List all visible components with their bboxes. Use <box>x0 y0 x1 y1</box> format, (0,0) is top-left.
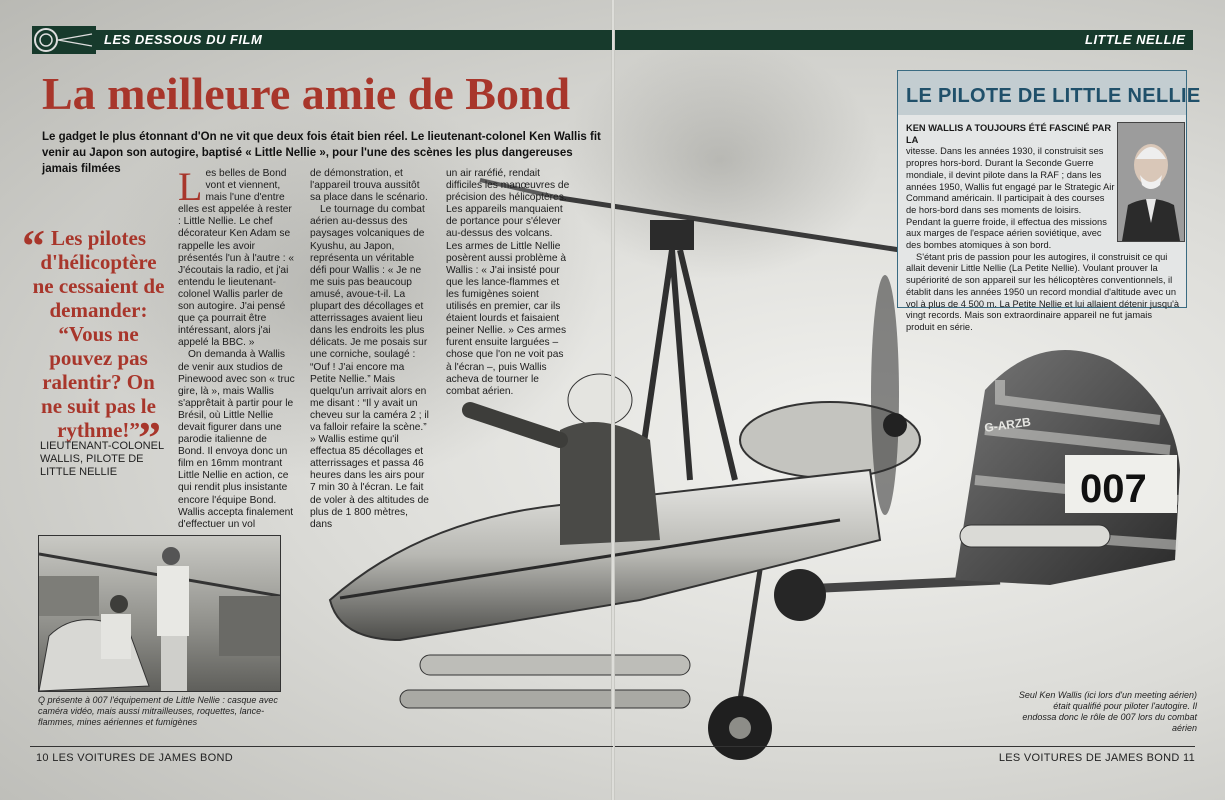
page-gutter <box>611 0 615 800</box>
footer-rule <box>30 746 613 747</box>
pilot-body <box>560 422 660 545</box>
column-paragraph: es belles de Bond vont et viennent, mais l'une d'entre elles est appelée à rester : Little Nellie. Le chef décorateur Ken Adam se rappelle les avoir présentés l'un à l'autre : « J'écoutais la radio, et j'ai entendu le lieutenant-colonel Wallis parler de son autogire. J'ai pensé que ça pourrait être intéressant, alors j'ai appelé la BBC. » <box>178 168 295 349</box>
landing-wheel <box>774 569 826 621</box>
gun-barrel-logo-icon <box>32 26 96 54</box>
rocket-pod <box>960 525 1110 547</box>
sidebar-paragraph: S'étant pris de passion pour les autogires, il construisit ce qui allait devenir Little Nellie (La Petite Nellie). Voulant prouver la supériorité de son appareil sur les hélicoptères conventionnels, il établit dans les années 1950 un record mondial d'altitude avec un vol à plus de 4 500 m. La Petite Nellie et lui allaient détenir jusqu'à vingt records. Mais son extraordinaire appareil ne fut jamais produit en série. <box>906 251 1180 332</box>
rocket-pod <box>420 655 690 675</box>
topic-label: LITTLE NELLIE <box>1085 32 1186 47</box>
article-column-1 <box>178 164 296 531</box>
section-label: LES DESSOUS DU FILM <box>104 32 263 47</box>
close-quote-mark: ” <box>138 412 161 463</box>
sidebar-paragraph: vitesse. Dans les années 1930, il construisit ses propres hors-bord. Durant la Seconde Guerre mondiale, il devint pilote dans la RAF ; dans les années 1950, Wallis fut engagé par le Strategic Air Command américain. Il participait à des courses de hors-bord dans ses moments de loisirs. Pendant la guerre froide, il effectua des missions aux marges de l'espace aérien soviétique, avec des bombes atomiques à son bord. <box>906 146 1115 251</box>
drop-cap: L <box>178 164 203 209</box>
pull-quote-text: Les pilotes d'hélicoptère ne cessaient de demander: “Vous ne pouvez pas ralentir? On ne suit pas le rythme!” <box>32 226 165 442</box>
photo-caption-left: Q présente à 007 l'équipement de Little Nellie : casque avec caméra vidéo, mais aussi mitrailleuses, roquettes, lance-flammes, mines aériennes et fumigènes <box>38 695 278 727</box>
smoke-cloud <box>560 40 880 280</box>
footer-rule <box>615 746 1195 747</box>
pull-quote-attribution: LIEUTENANT-COLONEL WALLIS, PILOTE DE LITTLE NELLIE <box>40 440 164 478</box>
wheel-hub <box>729 717 751 739</box>
article-column-3 <box>446 168 570 398</box>
article-column-2 <box>310 168 432 531</box>
propeller-hub <box>883 413 907 437</box>
sidebar-body <box>906 123 1180 334</box>
column-paragraph: de démonstration, et l'appareil trouva aussitôt sa place dans le scénario. <box>310 168 428 204</box>
column-paragraph: Le tournage du combat aérien au-dessus des paysages volcaniques de Kyushu, au Japon, représenta un véritable défi pour Wallis : « Je ne me suis pas beaucoup amusé, avoue-t-il. La plupart des décollages et atterrissages avaient lieu dans les endroits les plus délicats. Je me posais sur une corniche, soulagé : “Ouf ! J'ai encore ma Petite Nellie.” Mais quelqu'un arrivait alors en me disant : “Il y avait un cheveu sur la caméra 2 ; il va falloir refaire la scène.” » Wallis estime qu'il effectua 85 décollages et atterrissages et passa 46 heures dans les airs pour 7 min 30 à l'écran. Le fait de voler à des altitudes de plus de 1 800 mètres, dans <box>310 204 429 530</box>
photo-caption-right: Seul Ken Wallis (ici lors d'un meeting aérien) était qualifié pour piloter l'autogire. Il endossa donc le rôle de 007 lors du combat aérien <box>1018 690 1197 733</box>
article-lead: Le gadget le plus étonnant d'On ne vit que deux fois était bien réel. Le lieutenant-colonel Ken Wallis fit venir au Japon son autogire, baptisé « Little Nellie », pour l'une des scènes les plus dangereuses jamais filmées <box>42 131 601 175</box>
folio-right: LES VOITURES DE JAMES BOND 11 <box>998 752 1195 764</box>
rotor-mast <box>640 250 735 480</box>
photo-illustration <box>39 536 280 691</box>
sidebar-intro: KEN WALLIS A TOUJOURS ÉTÉ FASCINÉ PAR LA <box>906 123 1112 145</box>
q-and-bond-photo <box>38 535 281 692</box>
open-quote-mark: “ <box>22 220 45 271</box>
sidebar-title: LE PILOTE DE LITTLE NELLIE <box>906 85 1201 107</box>
propeller-blur <box>871 275 899 515</box>
column-paragraph: un air raréfié, rendait difficiles les manœuvres de précision des hélicoptères. Les appareils manquaient de portance pour s'élever au-dessus des volcans. Les armes de Little Nellie posèrent aussi problème à Wallis : « J'ai insisté pour que les lance-flammes et les fumigènes soient utilisés en premier, car ils étaient lourds et faisaient peiner Nellie. » Ces armes furent ensuite larguées – chose que l'on ne voit pas à l'écran –, puis Wallis acheva de tourner le combat aérien. <box>446 168 570 397</box>
folio-left: 10 LES VOITURES DE JAMES BOND <box>36 752 233 764</box>
pilot-helmet <box>568 374 632 426</box>
column-paragraph: On demanda à Wallis de venir aux studios de Pinewood avec son « truc gire, là », mais Wallis s'apprêtait à partir pour le Brésil, où Little Nellie devait figurer dans une parodie italienne de Bond. Il envoya donc un film en 16mm montrant Little Nellie en action, ce qui rendit plus insistante encore l'équipe Bond. Wallis accepta finalement d'effectuer un vol <box>178 349 295 530</box>
tail-number: 007 <box>1080 467 1147 511</box>
landing-strut <box>740 570 760 700</box>
article-title: La meilleure amie de Bond <box>42 68 571 119</box>
pilot-sidebar-box <box>897 70 1201 332</box>
registration-mark: G-ARZB <box>983 414 1032 435</box>
rocket-pod <box>400 690 690 708</box>
rotor-hub <box>650 220 694 250</box>
